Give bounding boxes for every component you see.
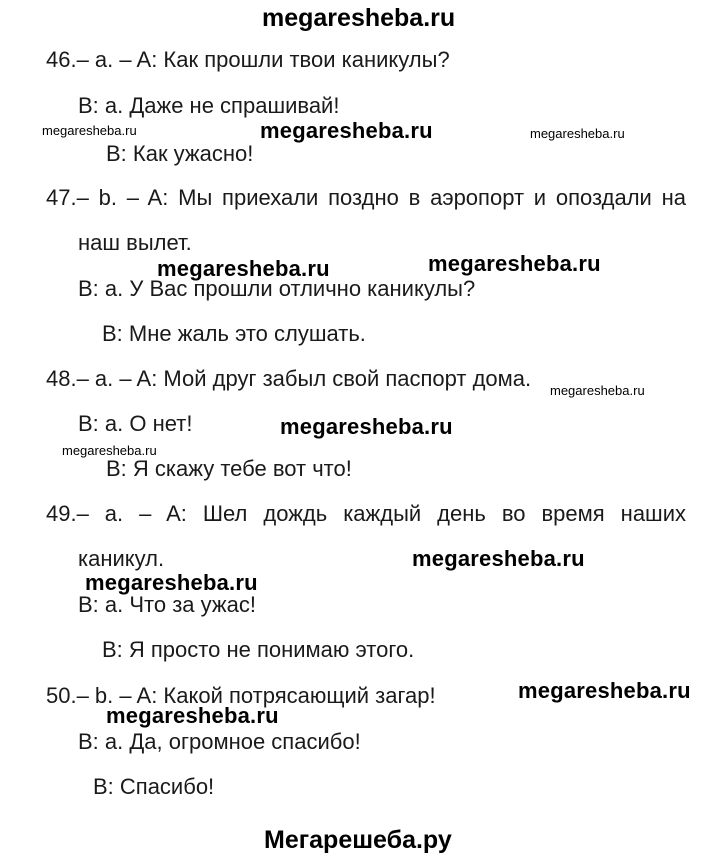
item-47-question-continuation: наш вылет. — [78, 230, 192, 255]
watermark-big: megaresheba.ru — [85, 570, 258, 595]
item-49-answer-a: B: a. Что за ужас! — [78, 592, 256, 617]
footer-watermark: Мегарешеба.ру — [264, 826, 452, 854]
item-48-answer-b: B: Я скажу тебе вот что! — [106, 456, 352, 481]
item-48-answer-a: B: a. О нет! — [78, 411, 193, 436]
item-46-answer-b: B: Как ужасно! — [106, 141, 254, 166]
item-49-question-continuation: каникул. — [78, 546, 165, 571]
watermark-small: megaresheba.ru — [42, 123, 137, 138]
item-50-question: 50.– b. – A: Какой потрясающий загар! — [46, 683, 436, 708]
item-50-answer-b: B: Спасибо! — [93, 774, 215, 799]
item-47-question: 47.– b. – A: Мы приехали поздно в аэропорт и опоздали на — [46, 185, 686, 210]
item-50-answer-a: B: a. Да, огромное спасибо! — [78, 729, 361, 754]
item-46-answer-a: B: a. Даже не спрашивай! — [78, 93, 340, 118]
watermark-big: megaresheba.ru — [280, 414, 453, 439]
watermark-big: megaresheba.ru — [518, 678, 691, 703]
header-watermark: megaresheba.ru — [262, 4, 456, 32]
watermark-big: megaresheba.ru — [157, 256, 330, 281]
item-49-answer-b: B: Я просто не понимаю этого. — [102, 637, 415, 662]
item-47-answer-b: B: Мне жаль это слушать. — [102, 321, 366, 346]
watermark-big: megaresheba.ru — [412, 546, 585, 571]
item-46-question: 46.– a. – A: Как прошли твои каникулы? — [46, 47, 450, 72]
watermark-small: megaresheba.ru — [530, 126, 625, 141]
item-47-answer-a: B: a. У Вас прошли отлично каникулы? — [78, 276, 476, 301]
watermark-small: megaresheba.ru — [550, 383, 645, 398]
watermark-big: megaresheba.ru — [428, 251, 601, 276]
watermark-big: megaresheba.ru — [260, 118, 433, 143]
item-49-question: 49.– a. – A: Шел дождь каждый день во время наших — [46, 501, 686, 526]
watermark-big: megaresheba.ru — [106, 703, 279, 728]
watermark-small: megaresheba.ru — [62, 443, 157, 458]
item-48-question: 48.– a. – A: Мой друг забыл свой паспорт дома. — [46, 366, 532, 391]
